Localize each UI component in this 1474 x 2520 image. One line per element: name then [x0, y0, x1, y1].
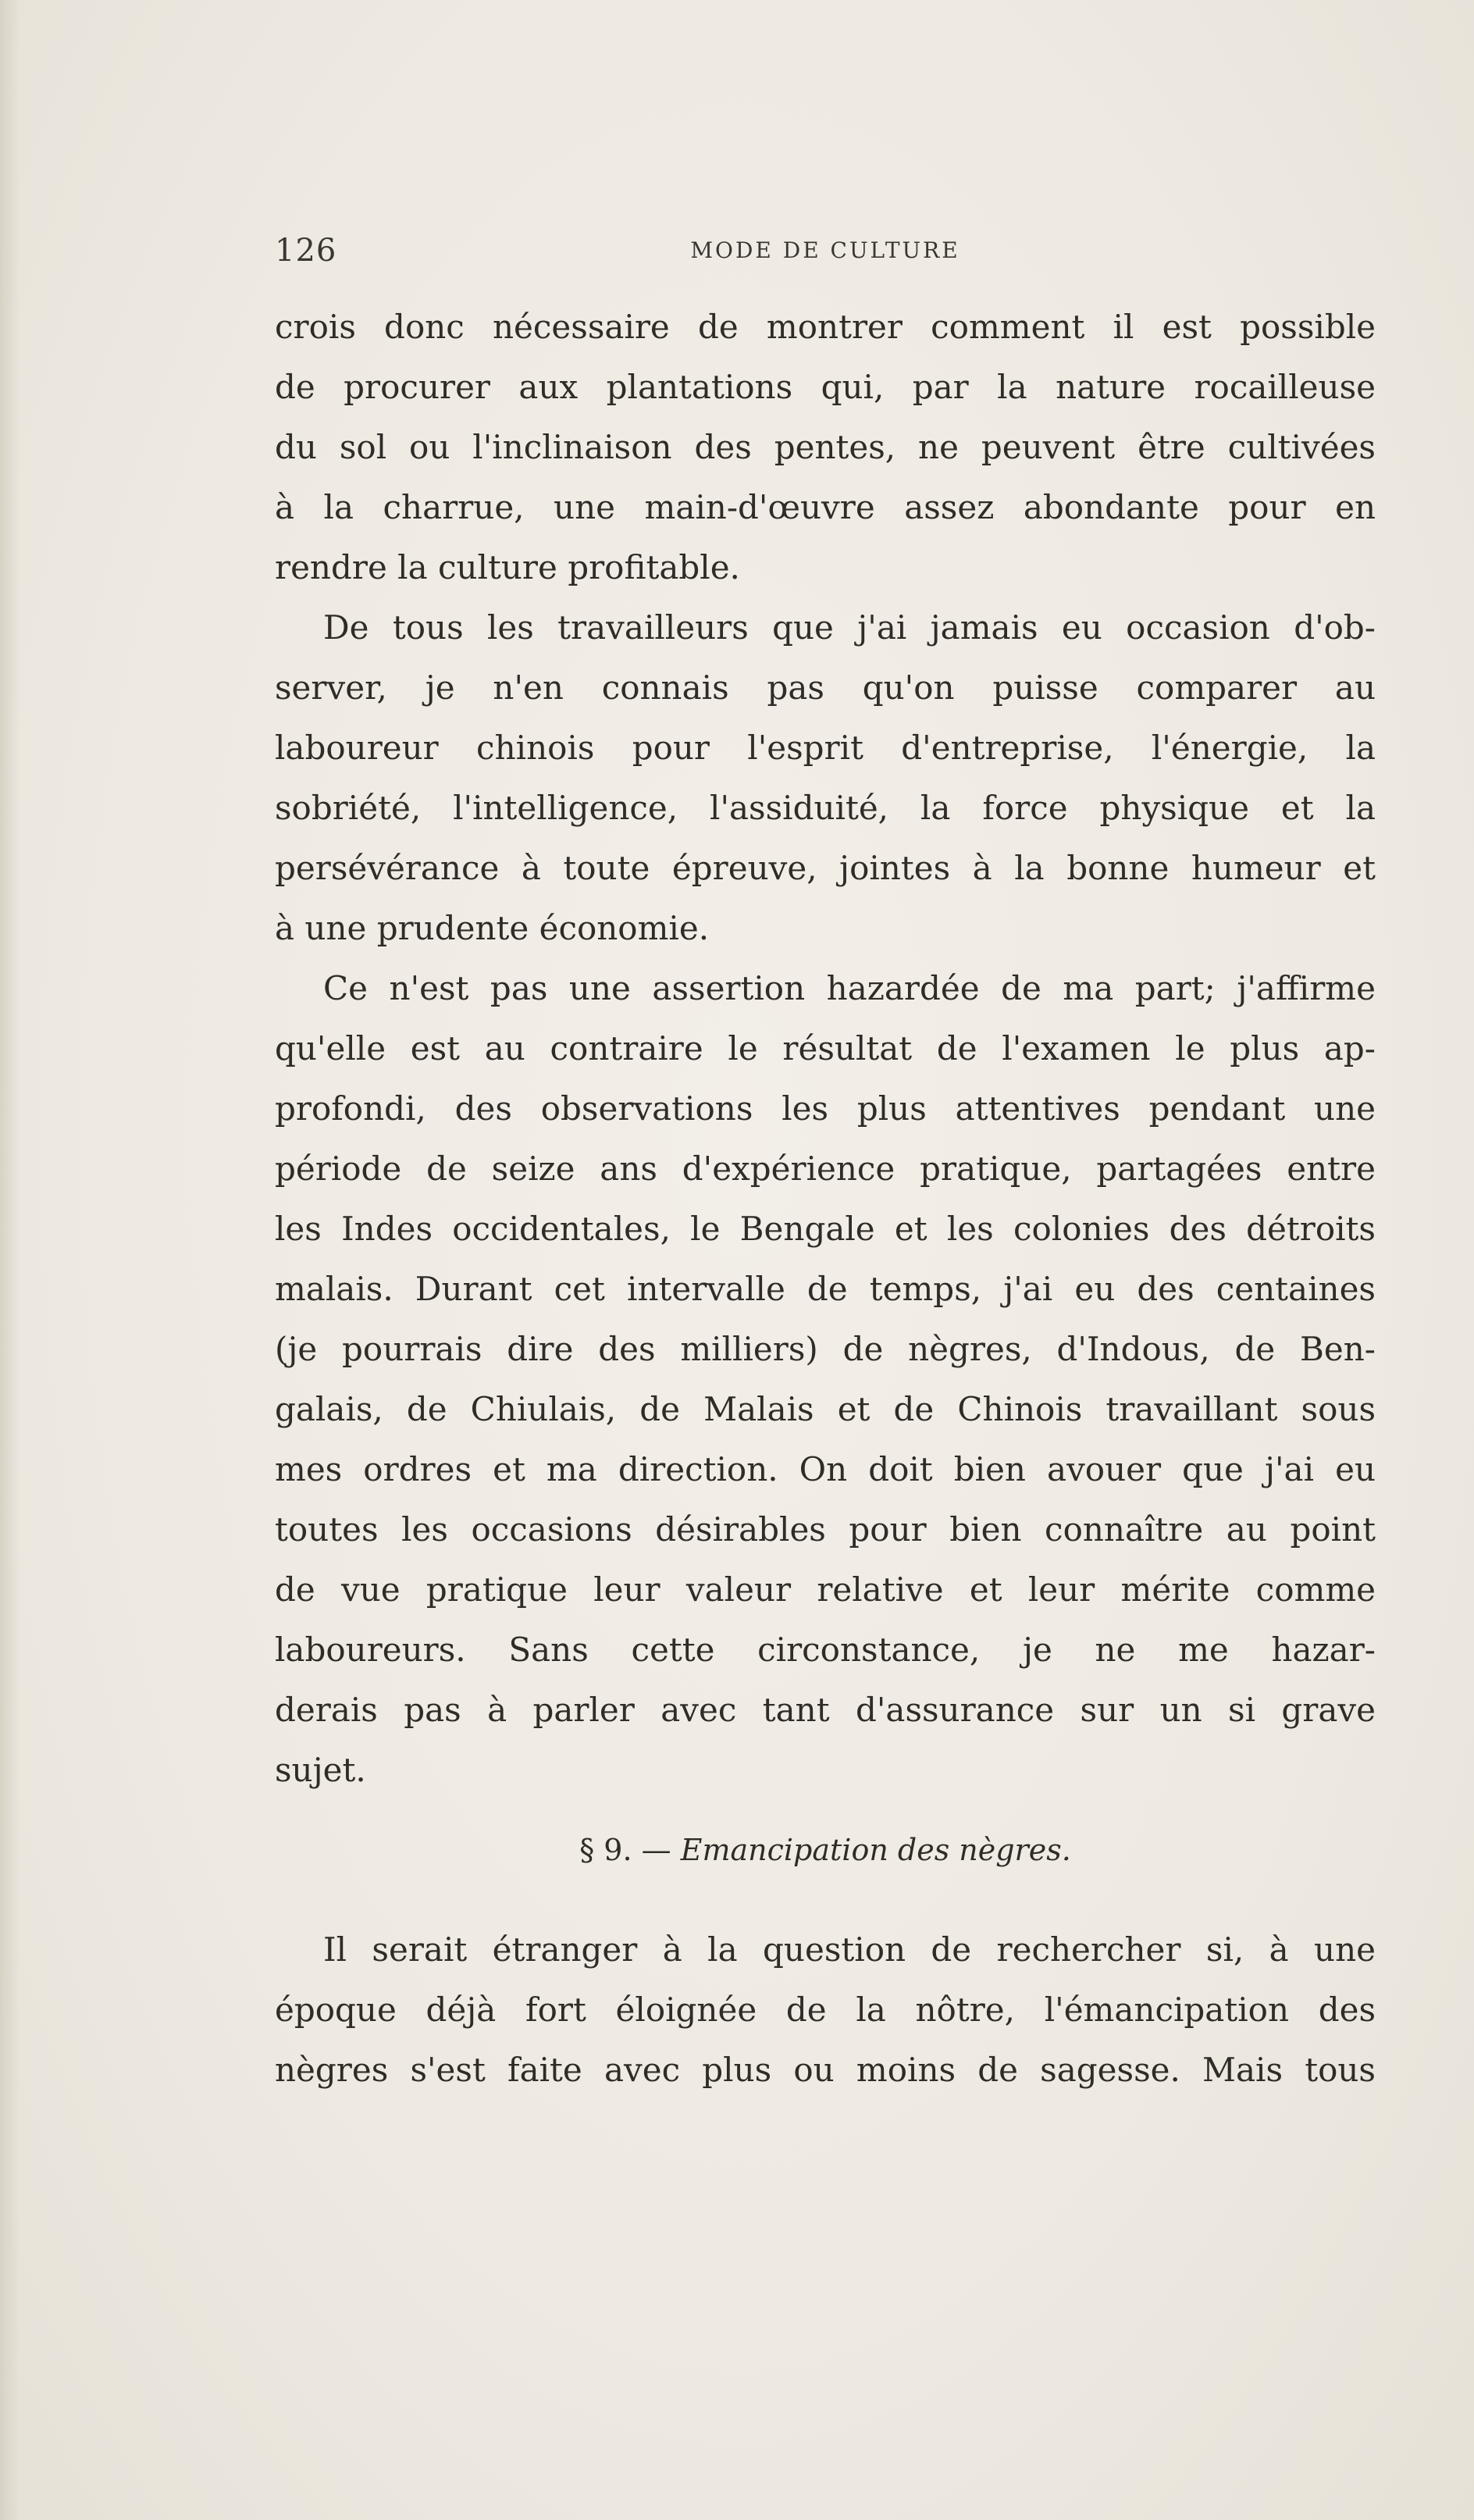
text-line: de procurer aux plantations qui, par la nature rocailleuse [275, 368, 1376, 406]
text-line: à la charrue, une main-d'œuvre assez abondante pour en [275, 488, 1376, 526]
text-line: Ce n'est pas une assertion hazardée de ma part; j'affirme [323, 969, 1376, 1007]
text-line: server, je n'en connais pas qu'on puisse comparer au [275, 668, 1376, 707]
text-line: époque déjà fort éloignée de la nôtre, l'émancipation des [275, 1991, 1376, 2029]
section-title: Emancipation des nègres. [680, 1833, 1071, 1867]
running-title: MODE DE CULTURE [690, 237, 960, 263]
text-line: profondi, des observations les plus attentives pendant une [275, 1089, 1376, 1128]
text-line: nègres s'est faite avec plus ou moins de sagesse. Mais tous [275, 2051, 1376, 2089]
text-line: à une prudente économie. [275, 909, 710, 947]
text-line: laboureurs. Sans cette circonstance, je ne me hazar- [275, 1631, 1376, 1669]
text-line: Il serait étranger à la question de rechercher si, à une [323, 1930, 1376, 1969]
text-line: toutes les occasions désirables pour bien connaître au point [275, 1510, 1376, 1549]
page-number: 126 [275, 233, 337, 269]
text-line: De tous les travailleurs que j'ai jamais eu occasion d'ob- [323, 608, 1376, 647]
text-line: (je pourrais dire des milliers) de nègres, d'Indous, de Ben- [275, 1330, 1376, 1368]
text-line: qu'elle est au contraire le résultat de l'examen le plus ap- [275, 1029, 1376, 1068]
text-line: persévérance à toute épreuve, jointes à la bonne humeur et [275, 849, 1376, 887]
text-line: de vue pratique leur valeur relative et leur mérite comme [275, 1570, 1376, 1609]
section-number: § 9. — [579, 1833, 671, 1867]
text-line: galais, de Chiulais, de Malais et de Chinois travaillant sous [275, 1390, 1376, 1428]
text-line: rendre la culture profitable. [275, 548, 740, 586]
text-line: les Indes occidentales, le Bengale et les colonies des détroits [275, 1210, 1376, 1248]
page-gutter-shadow [0, 0, 20, 2520]
text-line: du sol ou l'inclinaison des pentes, ne peuvent être cultivées [275, 428, 1376, 466]
text-line: derais pas à parler avec tant d'assurance sur un si grave [275, 1691, 1376, 1729]
text-line: sujet. [275, 1751, 366, 1789]
text-line: laboureur chinois pour l'esprit d'entreprise, l'énergie, la [275, 729, 1376, 767]
text-line: sobriété, l'intelligence, l'assiduité, la force physique et la [275, 789, 1376, 827]
text-line: mes ordres et ma direction. On doit bien avouer que j'ai eu [275, 1450, 1376, 1488]
section-heading [275, 1820, 1376, 1880]
body-text [275, 297, 1376, 2100]
text-line: période de seize ans d'expérience pratique, partagées entre [275, 1150, 1376, 1188]
page-header [275, 233, 1376, 272]
text-line: malais. Durant cet intervalle de temps, j'ai eu des centaines [275, 1270, 1376, 1308]
text-line: crois donc nécessaire de montrer comment il est possible [275, 308, 1376, 346]
